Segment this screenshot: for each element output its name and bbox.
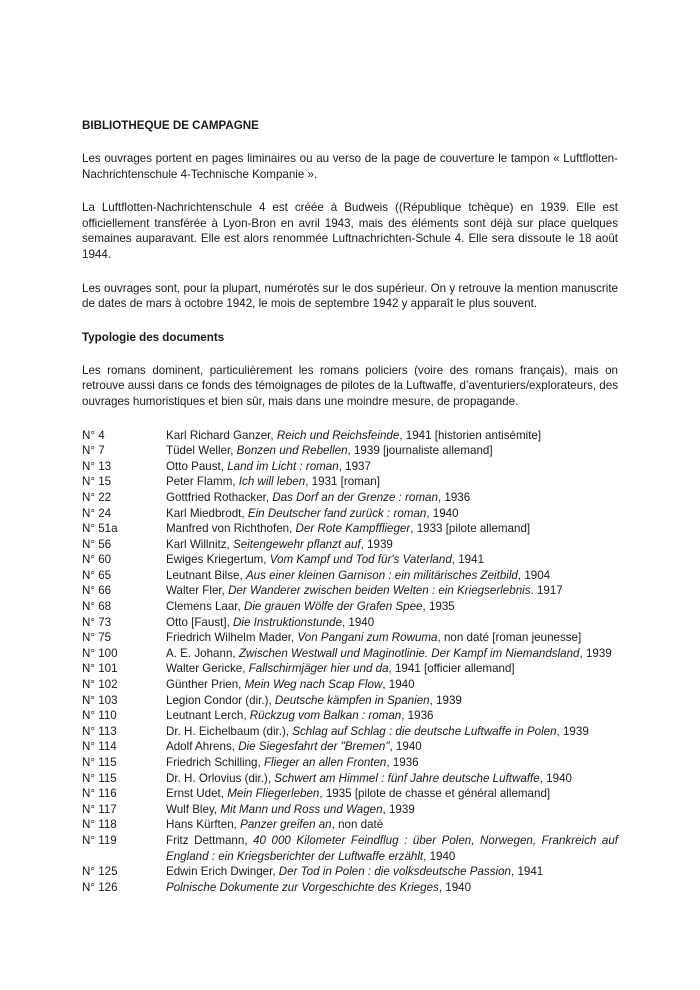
entry-suffix: , 1941 [451, 553, 485, 567]
entry-author: Otto Paust, [166, 459, 228, 473]
entry-author: Manfred von Richthofen, [166, 522, 296, 536]
entry-title: Mein Weg nach Scap Flow [244, 678, 383, 692]
entry-author: Walter Fler, [166, 584, 229, 598]
entry-author: Friedrich Wilhelm Mader, [166, 631, 298, 645]
entry-author: A. E. Johann, [166, 646, 239, 660]
entry-number: N° 116 [82, 787, 117, 801]
list-item [82, 771, 618, 787]
section-heading: Typologie des documents [82, 330, 225, 344]
list-item [82, 786, 618, 802]
entry-suffix: , 1937 [338, 459, 371, 473]
entry-title: Fallschirmjäger hier und da [248, 662, 389, 676]
entry-title: Der Tod in Polen : die volksdeutsche Passion [278, 865, 511, 879]
entry-suffix: , 1939 [579, 646, 612, 660]
entry-suffix: , 1940 [423, 849, 456, 863]
entry-text [166, 786, 618, 802]
entry-number: N° 126 [82, 880, 118, 894]
entry-text [166, 583, 618, 599]
entry-title: Die Siegesfahrt der "Bremen" [238, 740, 390, 754]
entry-number: N° 13 [82, 459, 112, 473]
list-item [82, 724, 618, 740]
entry-author: Karl Miedbrodt, [166, 506, 248, 520]
entry-suffix: , non daté [roman jeunesse] [437, 631, 582, 645]
entry-title: Ich will leben [238, 475, 306, 489]
entry-number: N° 65 [82, 568, 112, 582]
entry-number: N° 56 [82, 537, 112, 551]
entry-title: Flieger an allen Fronten [263, 756, 387, 769]
entry-text [166, 880, 618, 896]
entry-text [166, 817, 618, 833]
entry-text [166, 506, 618, 522]
entry-number: N° 75 [82, 631, 112, 645]
list-item [82, 506, 618, 522]
entry-number: N° 103 [82, 693, 118, 707]
entry-suffix: , 1904 [517, 568, 551, 582]
entry-text [166, 864, 618, 880]
entry-text [166, 490, 618, 506]
entry-suffix: , 1941 [historien antisémite] [399, 428, 542, 442]
paragraph-intro: Les romans dominent, particulièrement les romans policiers (voire des romans français), mais on retrouve aussi dans ce fonds des témoignages de pilotes de la Luftwaffe, d’aventuriers/explorateurs, des ouvrages humoristiques et bien sûr, mais dans une moindre mesure, de propagande. [82, 363, 618, 408]
entry-text [166, 677, 618, 693]
entry-number: N° 101 [82, 662, 118, 676]
entry-number: N° 115 [82, 771, 117, 785]
entry-number: N° 73 [82, 615, 112, 629]
entry-title: Polnische Dokumente zur Vorgeschichte des Krieges [166, 880, 439, 894]
entry-suffix: , 1939 [journaliste allemand] [347, 444, 493, 458]
entry-suffix: , 1933 [pilote allemand] [410, 522, 531, 536]
list-item [82, 615, 618, 631]
entry-suffix: , 1935 [pilote de chasse et général allemand] [319, 787, 551, 801]
entry-text [166, 739, 618, 755]
entry-title: Panzer greifen an [240, 818, 332, 832]
entry-number: N° 24 [82, 506, 112, 520]
entry-author: Clemens Laar, [166, 600, 244, 614]
entry-number: N° 7 [82, 444, 105, 458]
entry-text [166, 428, 618, 444]
entry-title: 40 000 Kilometer Feindflug : über Polen, Norwegen, Frankreich auf England : ein Kriegsberichter der Luftwaffe erzählt [166, 833, 619, 863]
entry-suffix: , 1936 [437, 490, 471, 504]
entry-suffix: , 1940 [389, 740, 422, 754]
entry-author: Karl Richard Ganzer, [166, 428, 277, 442]
list-item [82, 864, 618, 880]
entry-suffix: , 1941 [officier allemand] [388, 662, 515, 676]
entry-text [166, 802, 618, 818]
document-page [82, 118, 618, 895]
entry-title: Bonzen und Rebellen [236, 444, 348, 458]
entry-author: Karl Willnitz, [166, 537, 233, 551]
list-item [82, 490, 618, 506]
entry-suffix: , 1940 [438, 880, 472, 894]
entry-text [166, 693, 618, 709]
entry-title: Schwert am Himmel : fünf Jahre deutsche Luftwaffe [274, 771, 540, 785]
list-item [82, 474, 618, 490]
entry-number: N° 4 [82, 428, 105, 442]
entry-number: N° 115 [82, 756, 117, 769]
entry-suffix: , 1940 [341, 615, 375, 629]
entry-title: Der Rote Kampfflieger [295, 522, 411, 536]
entry-title: Ein Deutscher fand zurück : roman [247, 506, 427, 520]
entry-number: N° 51a [82, 522, 118, 536]
entry-suffix: . 1917 [530, 584, 563, 598]
list-item [82, 755, 618, 771]
list-item [82, 443, 618, 459]
list-item [82, 739, 618, 755]
list-item [82, 646, 618, 662]
entry-title: Aus einer kleinen Garnison : ein militärisches Zeitbild [245, 568, 518, 582]
entry-number: N° 125 [82, 865, 118, 879]
entry-author: Dr. H. Eichelbaum (dir.), [166, 724, 293, 738]
list-item [82, 568, 618, 584]
list-item [82, 599, 618, 615]
entry-suffix: , 1939 [382, 802, 415, 816]
entry-author: Walter Gericke, [166, 662, 249, 676]
entry-title: Der Wanderer zwischen beiden Welten : ein Kriegserlebnis [228, 584, 531, 598]
entry-suffix: , 1939 [556, 724, 589, 738]
entry-suffix: , 1941 [511, 865, 544, 879]
list-item [82, 677, 618, 693]
list-item [82, 708, 618, 724]
list-item [82, 583, 618, 599]
entry-text [166, 568, 618, 584]
list-item [82, 833, 618, 864]
entry-suffix: , 1936 [386, 756, 419, 769]
entry-suffix: , 1935 [422, 600, 455, 614]
entry-author: Friedrich Schilling, [166, 756, 264, 769]
entry-suffix: , 1936 [401, 709, 434, 723]
entry-title: Zwischen Westwall und Maginotlinie. Der Kampf im Niemandsland [238, 646, 580, 660]
entry-author: Edwin Erich Dwinger, [166, 865, 279, 879]
entry-author: Ernst Udet, [166, 787, 228, 801]
entry-number: N° 60 [82, 553, 112, 567]
entry-suffix: , 1940 [426, 506, 459, 520]
entry-author: Ewiges Kriegertum, [166, 553, 270, 567]
entry-suffix: , 1940 [539, 771, 572, 785]
entry-title: Das Dorf an der Grenze : roman [272, 490, 438, 504]
entry-text [166, 755, 618, 771]
list-item [82, 428, 618, 444]
entry-number: N° 15 [82, 475, 112, 489]
list-item [82, 459, 618, 475]
entry-author: Dr. H. Orlovius (dir.), [166, 771, 275, 785]
entry-author: Günther Prien, [166, 678, 245, 692]
entry-author: Gottfried Rothacker, [166, 490, 273, 504]
entry-number: N° 113 [82, 724, 117, 738]
list-item [82, 661, 618, 677]
entry-text [166, 537, 618, 553]
paragraph-history: La Luftflotten-Nachrichtenschule 4 est créée à Budweis ((République tchèque) en 1939. Elle est officiellement transférée à Lyon-Bron en avril 1943, mais des éléments sont déjà sur place quelques semaines auparavant. Elle est alors renommée Luftnachrichten-Schule 4. Elle sera dissoute le 18 août 1944. [82, 201, 618, 261]
list-item [82, 537, 618, 553]
entry-suffix: , 1939 [360, 537, 393, 551]
entry-suffix: , 1931 [roman] [305, 475, 380, 489]
entry-author: Fritz Dettmann, [166, 833, 254, 847]
entry-number: N° 66 [82, 584, 112, 598]
entry-text [166, 552, 618, 568]
entry-text [166, 833, 618, 864]
entry-text [166, 615, 618, 631]
entry-text [166, 474, 618, 490]
entry-number: N° 110 [82, 709, 117, 723]
entry-title: Deutsche kämpfen in Spanien [274, 693, 430, 707]
entry-number: N° 119 [82, 833, 117, 847]
entry-title: Mein Fliegerleben [227, 787, 320, 801]
list-item [82, 630, 618, 646]
entry-title: Schlag auf Schlag : die deutsche Luftwaffe in Polen [292, 724, 557, 738]
entry-author: Hans Kürften, [166, 818, 241, 832]
entry-author: Otto [Faust], [166, 615, 234, 629]
paragraph-stamp: Les ouvrages portent en pages liminaires ou au verso de la page de couverture le tampon « Luftflotten-Nachrichtenschule 4-Technische Kompanie ». [82, 152, 618, 181]
entry-title: Rückzug vom Balkan : roman [249, 709, 402, 723]
entry-author: Legion Condor (dir.), [166, 693, 275, 707]
entry-text [166, 646, 618, 662]
book-list [82, 428, 618, 896]
entry-author: Tüdel Weller, [166, 444, 237, 458]
entry-number: N° 117 [82, 802, 117, 816]
entry-text [166, 724, 618, 740]
entry-number: N° 100 [82, 646, 118, 660]
entry-title: Die Instruktionstunde [233, 615, 342, 629]
list-item [82, 802, 618, 818]
entry-title: Seitengewehr pflanzt auf [233, 537, 361, 551]
entry-text [166, 661, 618, 677]
entry-suffix: , 1940 [382, 678, 415, 692]
entry-author: Leutnant Lerch, [166, 709, 250, 723]
paragraph-numbering: Les ouvrages sont, pour la plupart, numérotés sur le dos supérieur. On y retrouve la mention manuscrite de dates de mars à octobre 1942, le mois de septembre 1942 y apparaît le plus souvent. [82, 281, 618, 311]
entry-number: N° 22 [82, 490, 112, 504]
entry-title: Vom Kampf und Tod für's Vaterland [269, 553, 452, 567]
entry-title: Mit Mann und Ross und Wagen [220, 802, 383, 816]
list-item [82, 552, 618, 568]
entry-number: N° 68 [82, 600, 112, 614]
entry-title: Die grauen Wölfe der Grafen Spee [243, 600, 423, 614]
entry-text [166, 599, 618, 615]
entry-number: N° 102 [82, 678, 118, 692]
list-item [82, 693, 618, 709]
entry-text [166, 521, 618, 537]
entry-title: Land im Licht : roman [227, 459, 339, 473]
entry-title: Von Pangani zum Rowuma [297, 631, 438, 645]
entry-number: N° 118 [82, 818, 117, 832]
entry-text [166, 771, 618, 787]
entry-author: Adolf Ahrens, [166, 740, 239, 754]
entry-title: Reich und Reichsfeinde [276, 428, 400, 442]
entry-text [166, 630, 618, 646]
entry-text [166, 708, 618, 724]
list-item [82, 817, 618, 833]
entry-number: N° 114 [82, 740, 117, 754]
list-item [82, 521, 618, 537]
entry-suffix: , 1939 [429, 693, 462, 707]
entry-author: Peter Flamm, [166, 475, 239, 489]
document-heading: BIBLIOTHEQUE DE CAMPAGNE [82, 119, 259, 132]
entry-text [166, 459, 618, 475]
entry-text [166, 443, 618, 459]
entry-suffix: , non daté [331, 818, 384, 832]
list-item [82, 880, 618, 896]
entry-author: Wulf Bley, [166, 802, 221, 816]
entry-author: Leutnant Bilse, [166, 568, 246, 582]
